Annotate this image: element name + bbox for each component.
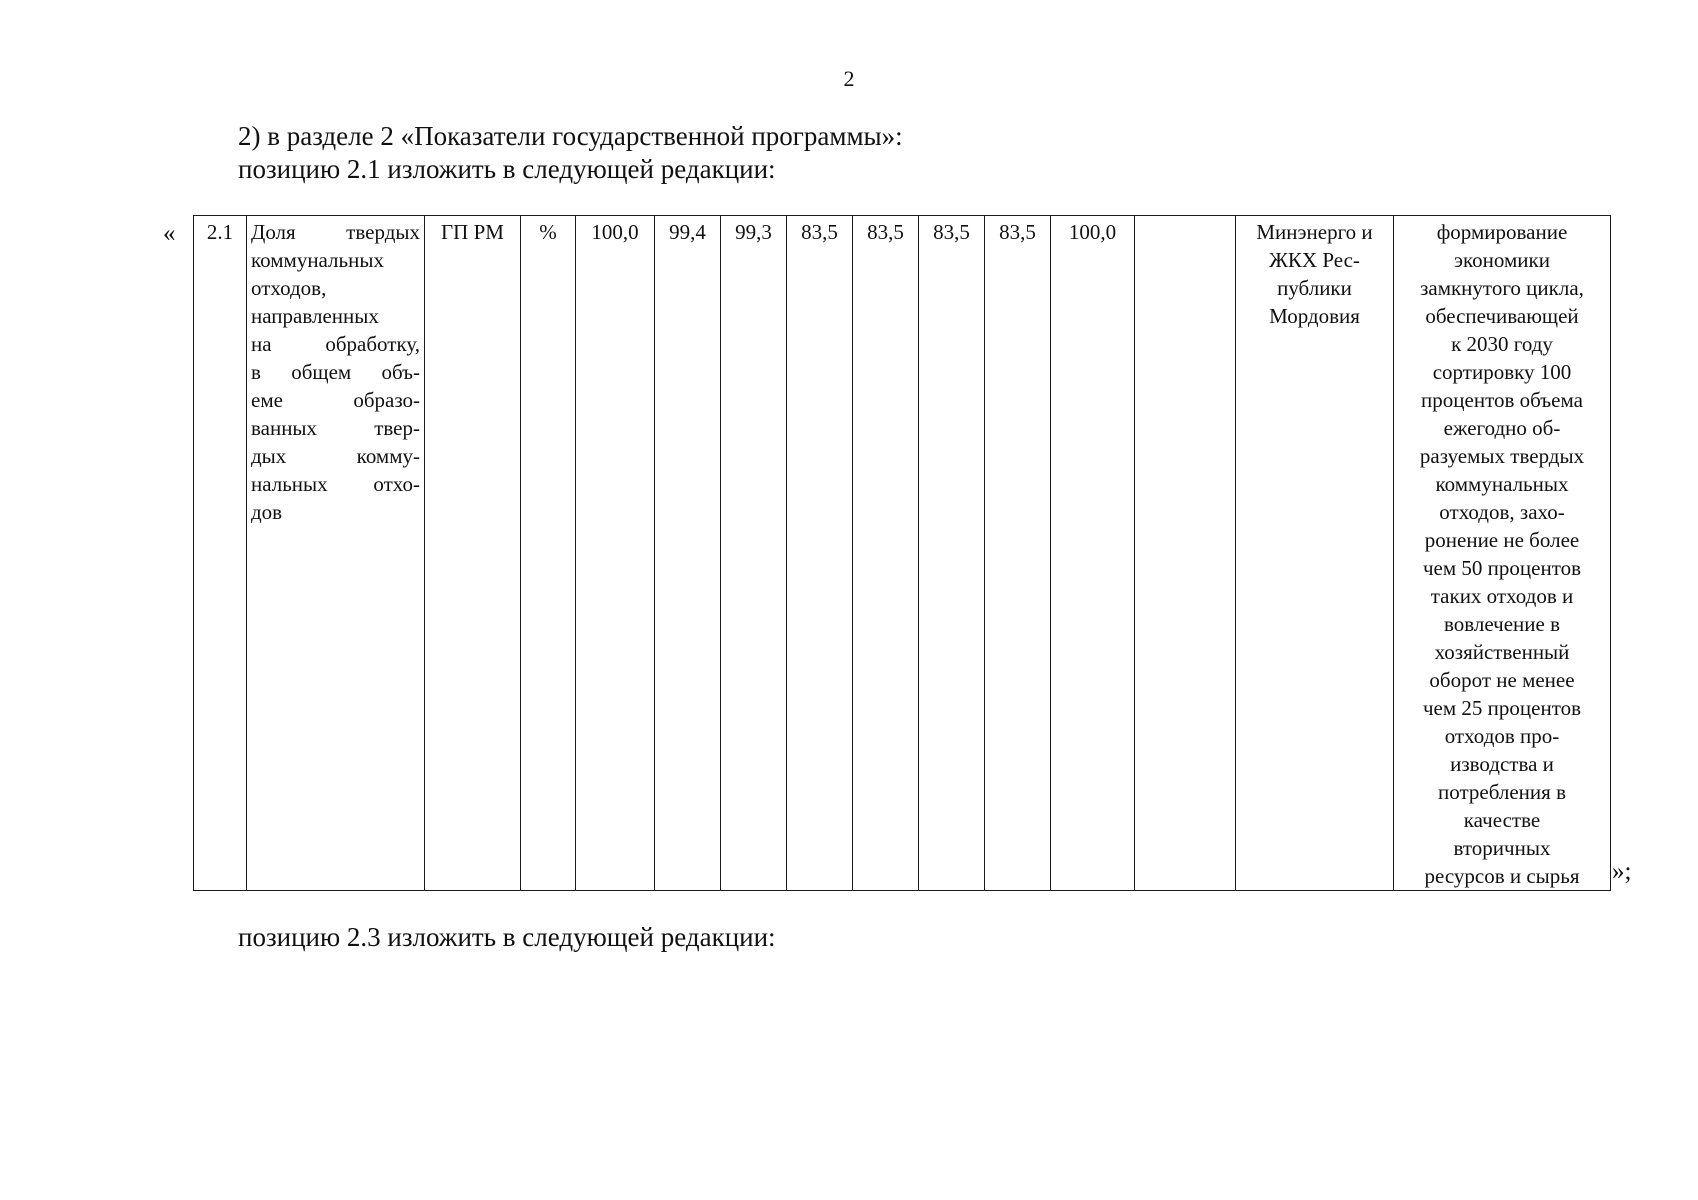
value-1: 100,0 bbox=[591, 220, 639, 244]
unit-label: % bbox=[539, 220, 557, 244]
cell-value bbox=[655, 216, 721, 891]
goal-line: оборот не менее bbox=[1429, 668, 1575, 692]
goal-line: потребления в bbox=[1438, 780, 1566, 804]
intro-line-2: позицию 2.1 изложить в следующей редакции: bbox=[238, 154, 776, 184]
value-6: 83,5 bbox=[933, 220, 970, 244]
goal-line: вовлечение в bbox=[1443, 612, 1561, 636]
goal-line: ронение не более bbox=[1424, 528, 1580, 552]
table-row bbox=[194, 216, 1611, 891]
cell-value bbox=[787, 216, 853, 891]
next-position-text: позицию 2.3 изложить в следующей редакции: bbox=[238, 922, 776, 952]
responsible-line: публики bbox=[1277, 276, 1352, 300]
name-line: дов bbox=[251, 500, 283, 524]
name-line: ванных твер- bbox=[251, 416, 420, 440]
cell-value bbox=[853, 216, 919, 891]
value-8: 100,0 bbox=[1068, 220, 1117, 244]
intro-text bbox=[238, 120, 903, 186]
goal-line: формирование bbox=[1436, 220, 1568, 244]
name-line: на обработку, bbox=[251, 332, 420, 356]
goal-line: отходов про- bbox=[1444, 724, 1560, 748]
cell-program bbox=[425, 216, 521, 891]
cell-value bbox=[721, 216, 787, 891]
name-line: Доля твердых bbox=[251, 220, 420, 244]
goal-line: обеспечивающей bbox=[1425, 304, 1579, 328]
cell-value bbox=[985, 216, 1051, 891]
value-7: 83,5 bbox=[999, 220, 1036, 244]
value-5: 83,5 bbox=[867, 220, 904, 244]
cell-responsible bbox=[1236, 216, 1394, 891]
cell-value bbox=[919, 216, 985, 891]
goal-line: коммунальных bbox=[1435, 472, 1569, 496]
cell-goal bbox=[1394, 216, 1611, 891]
goal-line: ежегодно об- bbox=[1443, 416, 1561, 440]
name-line: нальных отхо- bbox=[251, 472, 420, 496]
cell-unit bbox=[521, 216, 576, 891]
goal-line: разуемых твердых bbox=[1419, 444, 1585, 468]
program-code: ГП РМ bbox=[441, 220, 504, 244]
goal-line: отходов, захо- bbox=[1439, 500, 1565, 524]
name-line: дых комму- bbox=[251, 444, 420, 468]
row-number: 2.1 bbox=[206, 220, 234, 244]
goal-line: хозяйственный bbox=[1434, 640, 1570, 664]
goal-line: изводства и bbox=[1450, 752, 1554, 776]
goal-line: экономики bbox=[1454, 248, 1550, 272]
goal-line: к 2030 году bbox=[1451, 332, 1553, 356]
value-2: 99,4 bbox=[669, 220, 706, 244]
opening-quote: « bbox=[163, 220, 176, 247]
cell-indicator-name bbox=[247, 216, 425, 891]
name-line: коммунальных bbox=[251, 248, 384, 272]
goal-line: замкнутого цикла, bbox=[1420, 276, 1584, 300]
responsible-line: Мордовия bbox=[1269, 304, 1360, 328]
goal-line: чем 50 процентов bbox=[1422, 556, 1582, 580]
cell-value bbox=[576, 216, 655, 891]
goal-line: вторичных bbox=[1453, 836, 1551, 860]
intro-line-1: 2) в разделе 2 «Показатели государственной программы»: bbox=[238, 121, 903, 151]
name-line: еме образо- bbox=[251, 388, 420, 412]
goal-line: ресурсов и сырья bbox=[1424, 864, 1580, 888]
goal-line: качестве bbox=[1463, 808, 1541, 832]
indicator-table bbox=[193, 215, 1611, 891]
name-line: в общем объ- bbox=[251, 360, 420, 384]
goal-line: таких отходов и bbox=[1430, 584, 1574, 608]
responsible-line: ЖКХ Рес- bbox=[1269, 248, 1360, 272]
responsible-line: Минэнерго и bbox=[1256, 220, 1373, 244]
cell-value bbox=[1051, 216, 1135, 891]
page-number: 2 bbox=[843, 66, 855, 91]
goal-line: сортировку 100 bbox=[1432, 360, 1572, 384]
name-line: отходов, bbox=[251, 276, 327, 300]
cell-empty bbox=[1135, 216, 1236, 891]
name-line: направленных bbox=[251, 304, 379, 328]
closing-quote: »; bbox=[1612, 858, 1632, 885]
goal-line: чем 25 процентов bbox=[1422, 696, 1582, 720]
value-3: 99,3 bbox=[735, 220, 772, 244]
goal-line: процентов объема bbox=[1421, 388, 1583, 412]
cell-number bbox=[194, 216, 247, 891]
value-4: 83,5 bbox=[801, 220, 838, 244]
